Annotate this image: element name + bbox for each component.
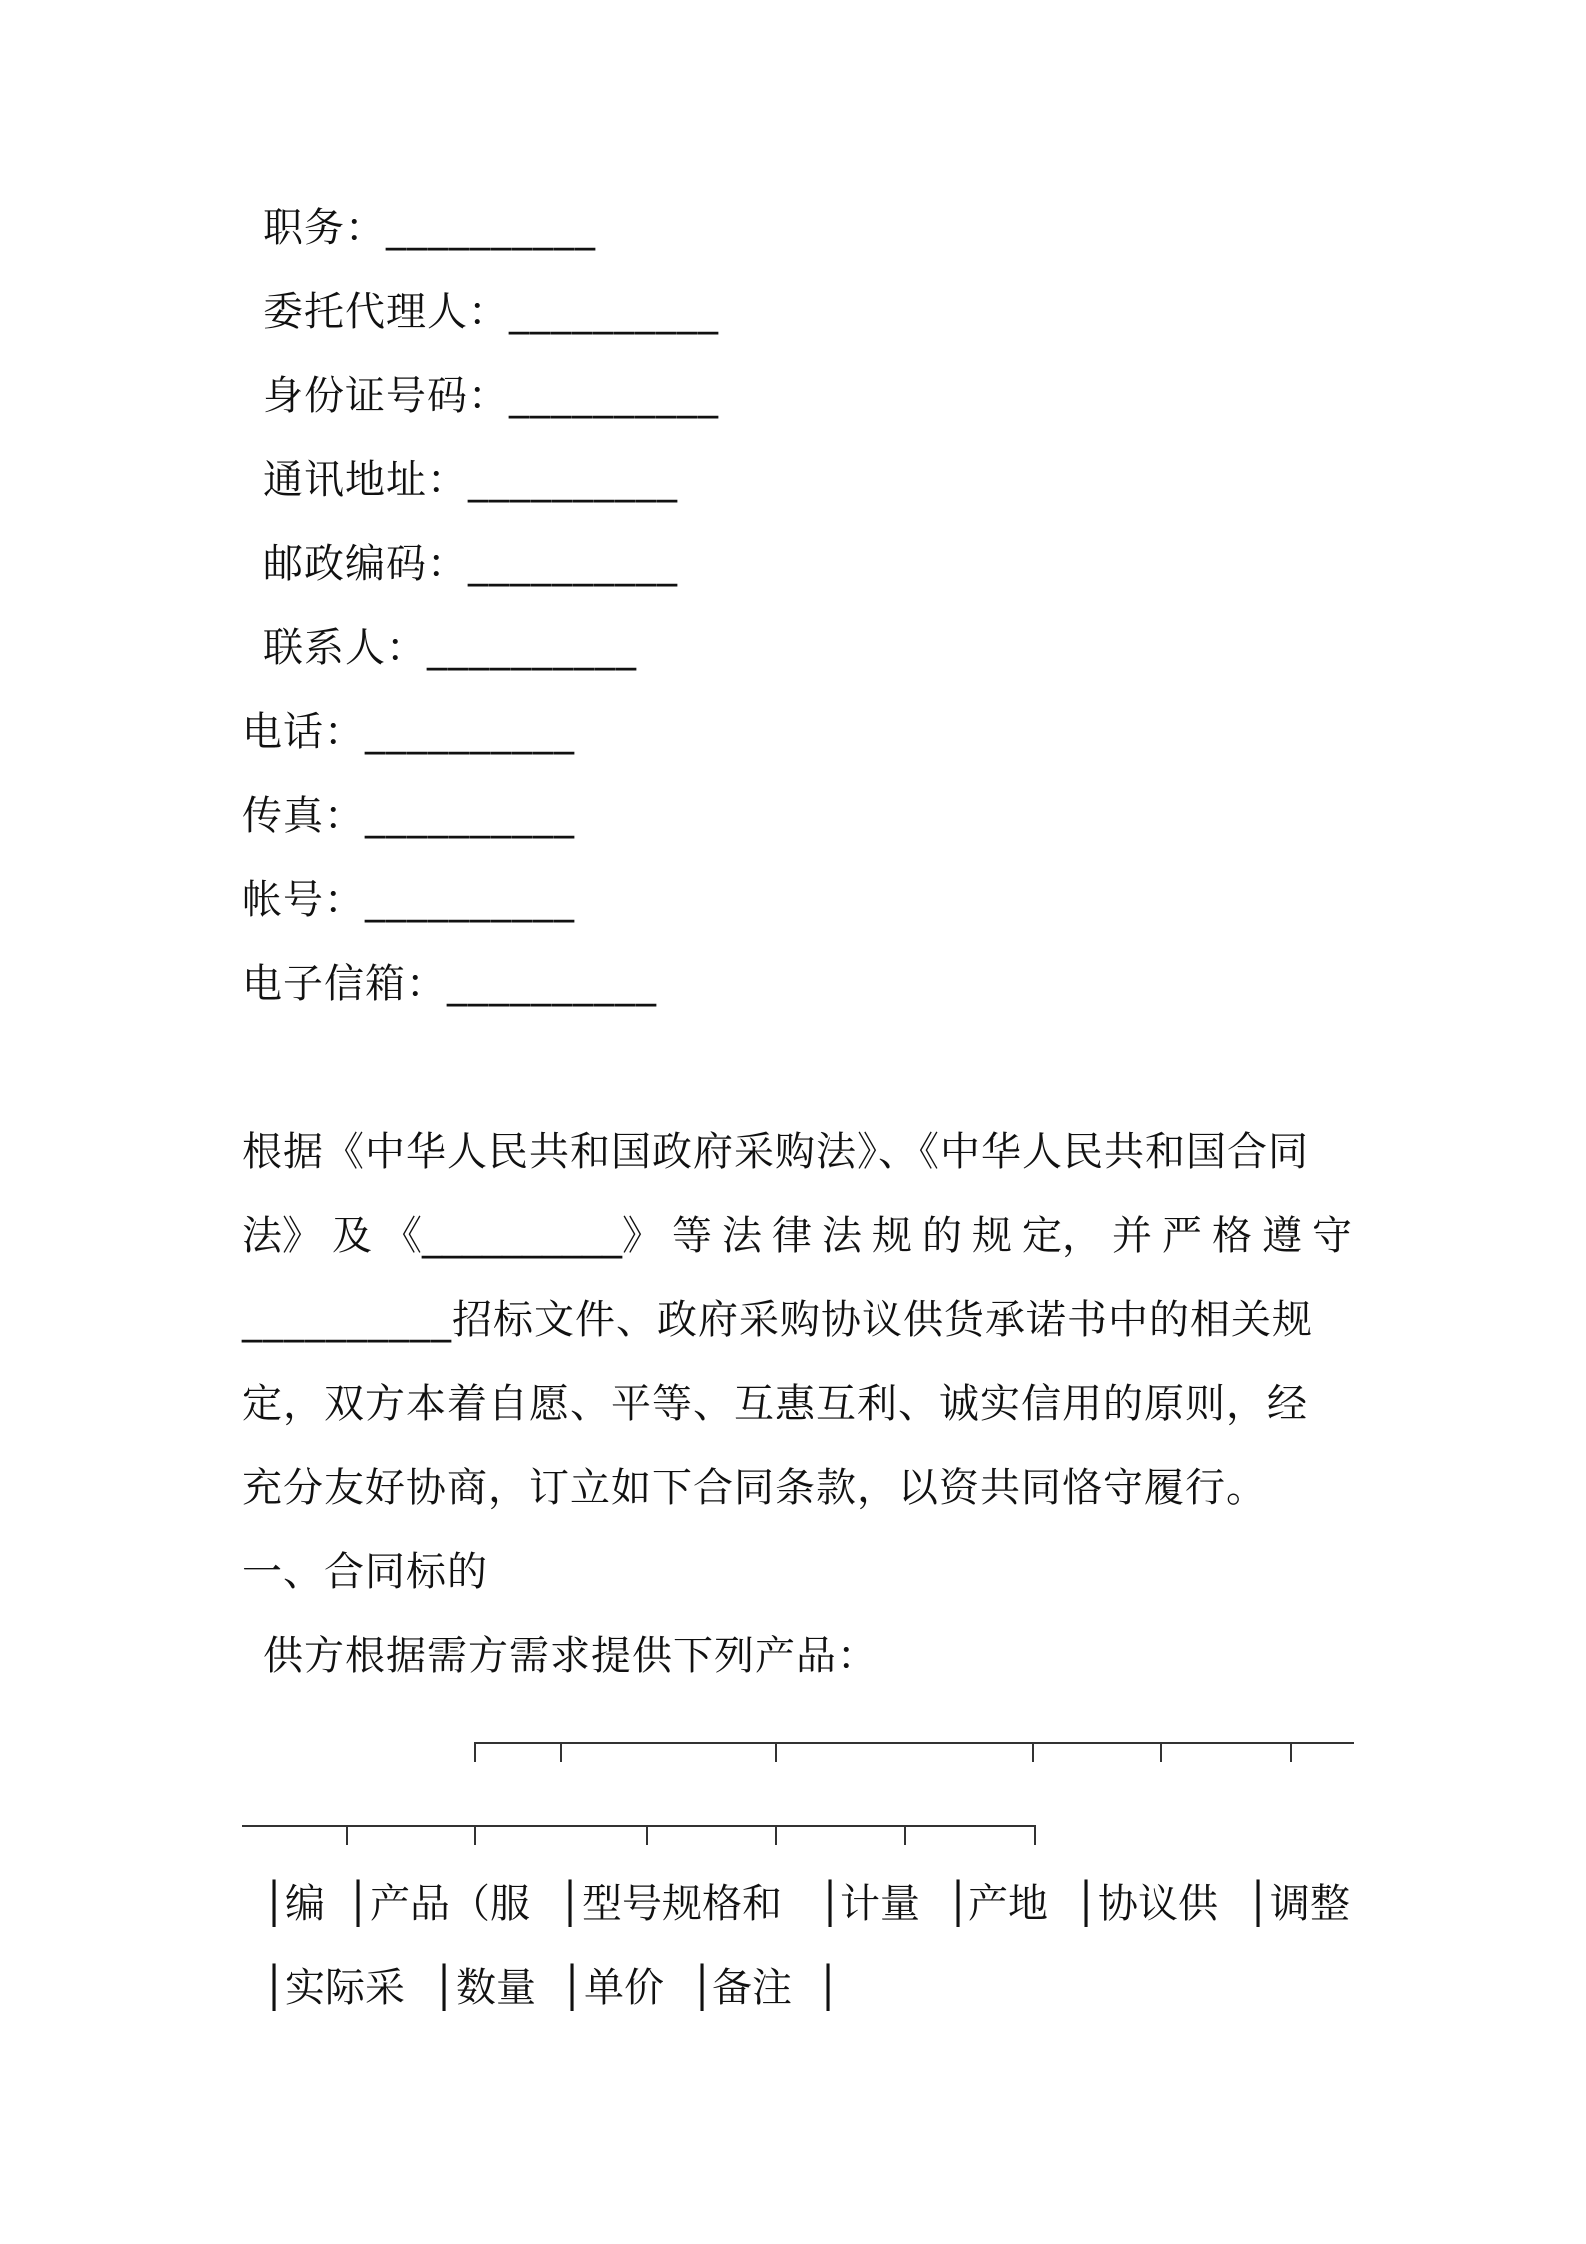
field-id-number [263,372,719,420]
preamble-word: 《__________》 [382,1213,662,1259]
table-separator: │ [262,1881,287,1927]
field-agent-blank: __________ [509,289,719,335]
field-fax-label: 传真： [242,793,365,839]
table-header-cell: 型号规格和 [582,1881,782,1927]
table-header-cell: 产品（服 [370,1881,530,1927]
preamble-word: 格 [1212,1213,1252,1259]
table-header-cell: 产地 [968,1881,1048,1927]
field-phone-blank: __________ [365,709,575,755]
field-email-label: 电子信箱： [242,961,447,1007]
preamble-word: 规 [872,1213,912,1259]
section-1-heading: 一、合同标的 [242,1549,488,1595]
field-position [263,204,596,252]
table-header-cell: 数量 [456,1965,536,2011]
table-separator: │ [816,1965,841,2011]
table-separator: │ [560,1965,585,2011]
table-tick [346,1825,348,1845]
field-phone-label: 电话： [242,709,365,755]
table-header-cell: 实际采 [285,1965,405,2011]
preamble-word: 法 [722,1213,762,1259]
field-fax [242,792,575,840]
table-separator: │ [818,1881,843,1927]
table-tick [1032,1742,1034,1762]
preamble-line-2 [242,1212,1352,1260]
field-agent-label: 委托代理人： [263,289,509,335]
table-separator: │ [690,1965,715,2011]
preamble-word: 法》 [242,1213,322,1259]
preamble-word: 法 [822,1213,862,1259]
table-tick [1290,1742,1292,1762]
preamble-line-4: 定，双方本着自愿、平等、互惠互利、诚实信用的原则，经 [242,1381,1308,1427]
field-position-blank: __________ [386,205,596,251]
field-id-number-label: 身份证号码： [263,373,509,419]
table-tick [904,1825,906,1845]
table-separator: │ [346,1881,371,1927]
preamble-word: 遵 [1262,1213,1302,1259]
table-header-cell: 计量 [840,1881,920,1927]
table-header-cell: 编 [285,1881,325,1927]
preamble-word: 守 [1312,1213,1352,1259]
table-header-cell: 备注 [712,1965,792,2011]
table-separator: │ [262,1965,287,2011]
field-address [263,456,678,504]
field-account-label: 帐号： [242,877,365,923]
table-separator: │ [946,1881,971,1927]
table-header-cell: 调整 [1270,1881,1350,1927]
field-id-number-blank: __________ [509,373,719,419]
field-email-blank: __________ [447,961,657,1007]
preamble-line-3: __________招标文件、政府采购协议供货承诺书中的相关规 [242,1297,1313,1343]
preamble-word: 的 [922,1213,962,1259]
field-position-label: 职务： [263,205,386,251]
preamble-word: 定， [1022,1213,1102,1259]
preamble-line-1: 根据《中华人民共和国政府采购法》、《中华人民共和国合同 [242,1129,1309,1175]
field-postcode-blank: __________ [468,541,678,587]
table-header-cell: 单价 [584,1965,664,2011]
table-tick [646,1825,648,1845]
table-tick [1034,1825,1036,1845]
table-separator: │ [1246,1881,1271,1927]
field-postcode-label: 邮政编码： [263,541,468,587]
preamble-word: 严 [1162,1213,1202,1259]
table-rule [242,1825,1036,1827]
preamble-word: 及 [332,1213,372,1259]
table-rule [474,1742,1354,1744]
preamble-line-5: 充分友好协商，订立如下合同条款，以资共同恪守履行。 [242,1465,1267,1511]
field-contact [263,624,637,672]
table-header-cell: 协议供 [1098,1881,1218,1927]
table-tick [560,1742,562,1762]
table-separator: │ [1074,1881,1099,1927]
field-address-blank: __________ [468,457,678,503]
field-contact-blank: __________ [427,625,637,671]
preamble-word: 律 [772,1213,812,1259]
preamble-word: 并 [1112,1213,1152,1259]
table-tick [474,1742,476,1762]
field-account-blank: __________ [365,877,575,923]
field-postcode [263,540,678,588]
preamble-word: 等 [672,1213,712,1259]
field-email [242,960,657,1008]
table-tick [775,1742,777,1762]
table-separator: │ [558,1881,583,1927]
table-tick [474,1825,476,1845]
field-address-label: 通讯地址： [263,457,468,503]
field-agent [263,288,719,336]
field-account [242,876,575,924]
preamble-word: 规 [972,1213,1012,1259]
table-tick [1160,1742,1162,1762]
field-phone [242,708,575,756]
field-fax-blank: __________ [365,793,575,839]
section-1-intro: 供方根据需方需求提供下列产品： [263,1633,878,1679]
table-separator: │ [432,1965,457,2011]
field-contact-label: 联系人： [263,625,427,671]
table-tick [775,1825,777,1845]
